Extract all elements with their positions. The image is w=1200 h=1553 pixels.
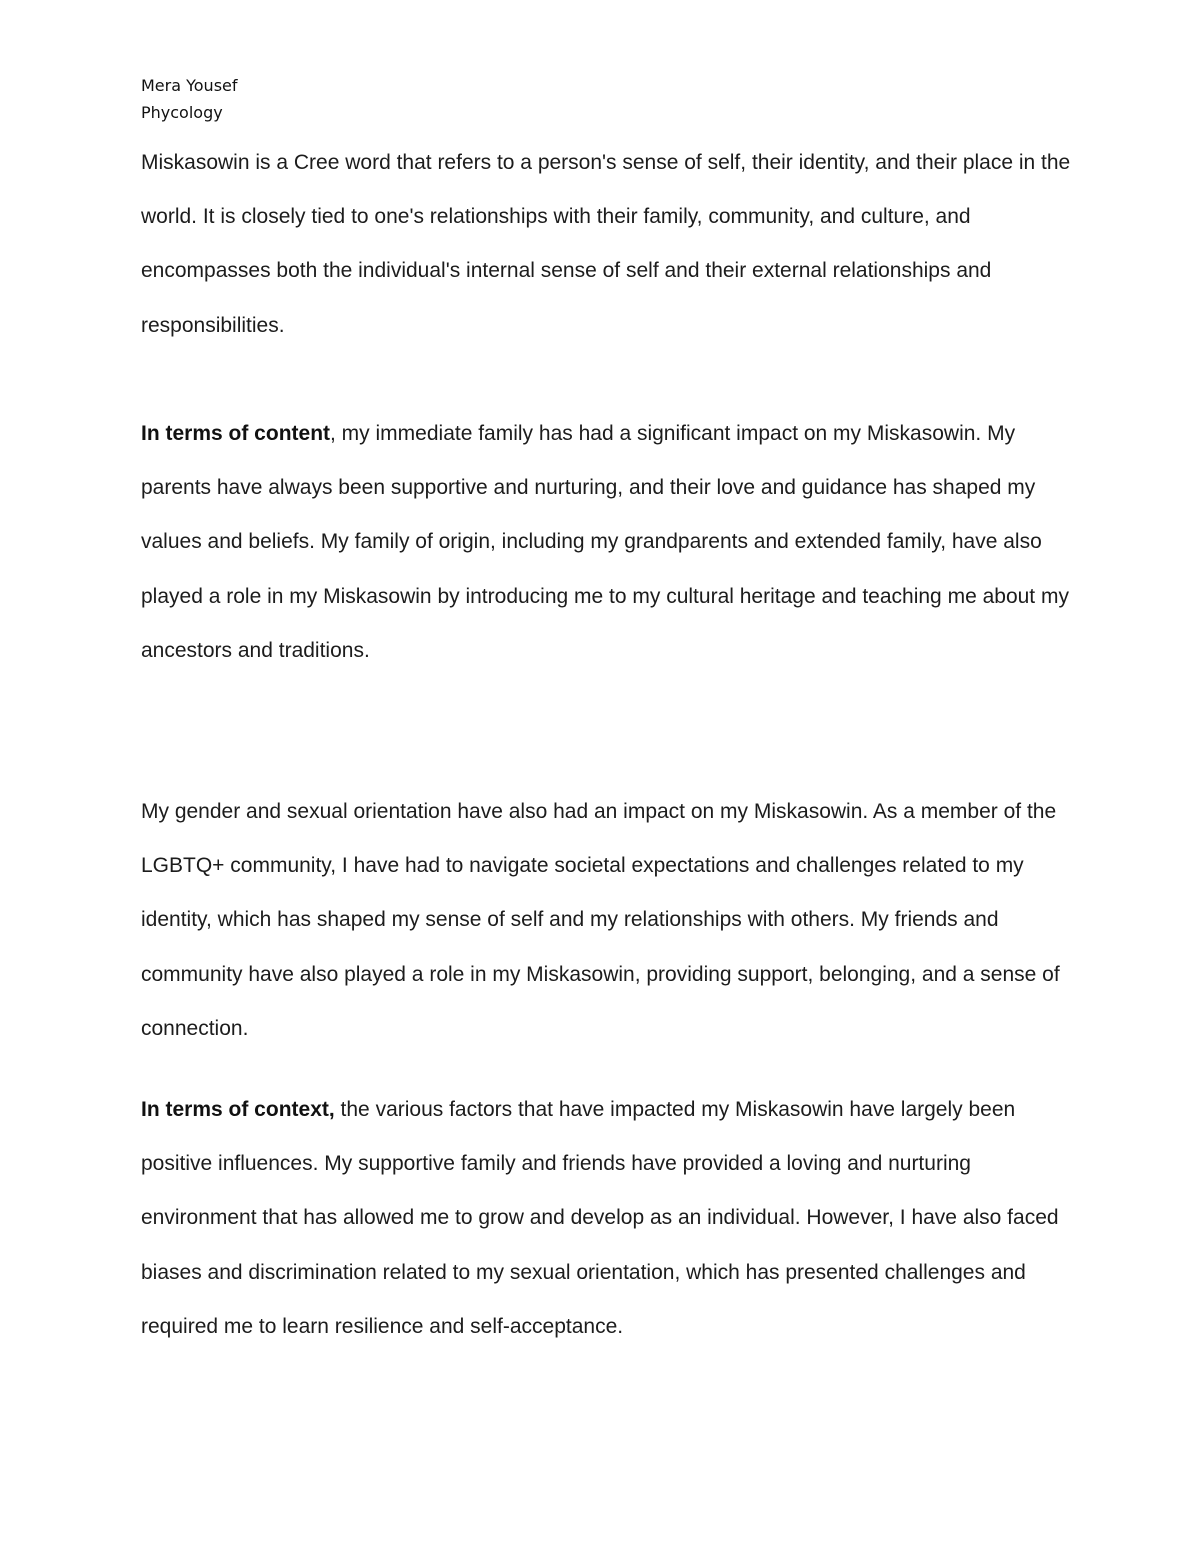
paragraph-context <box>141 1083 1071 1354</box>
paragraph-definition <box>141 136 1071 353</box>
course-name: Phycology <box>141 103 223 122</box>
paragraph-text: , my immediate family has had a significant impact on my Miskasowin. My parents have always been supportive and nurturing, and their love and guidance has shaped my values and beliefs. My family of origin, including my grandparents and extended family, have also played a role in my Miskasowin by introducing me to my cultural heritage and teaching me about my ancestors and traditions. <box>141 422 1069 662</box>
paragraph-content <box>141 407 1071 678</box>
author-name: Mera Yousef <box>141 76 238 95</box>
paragraph-lead: In terms of content <box>141 422 331 445</box>
paragraph-text: My gender and sexual orientation have also had an impact on my Miskasowin. As a member of the LGBTQ+ community, I have had to navigate societal expectations and challenges related to my identity, which has shaped my sense of self and my relationships with others. My friends and community have also played a role in my Miskasowin, providing support, belonging, and a sense of connection. <box>141 800 1060 1040</box>
paragraph-lead: In terms of context, <box>141 1098 335 1121</box>
paragraph-text: Miskasowin is a Cree word that refers to a person's sense of self, their identity, and their place in the world. It is closely tied to one's relationships with their family, community, and culture, and encompasses both the individual's internal sense of self and their external relationships and responsibilities. <box>141 151 1071 337</box>
document-header <box>141 72 238 126</box>
paragraph-text: the various factors that have impacted my Miskasowin have largely been positive influences. My supportive family and friends have provided a loving and nurturing environment that has allowed me to grow and develop as an individual. However, I have also faced biases and discrimination related to my sexual orientation, which has presented challenges and required me to learn resilience and self-acceptance. <box>141 1098 1059 1338</box>
paragraph-identity <box>141 785 1071 1056</box>
